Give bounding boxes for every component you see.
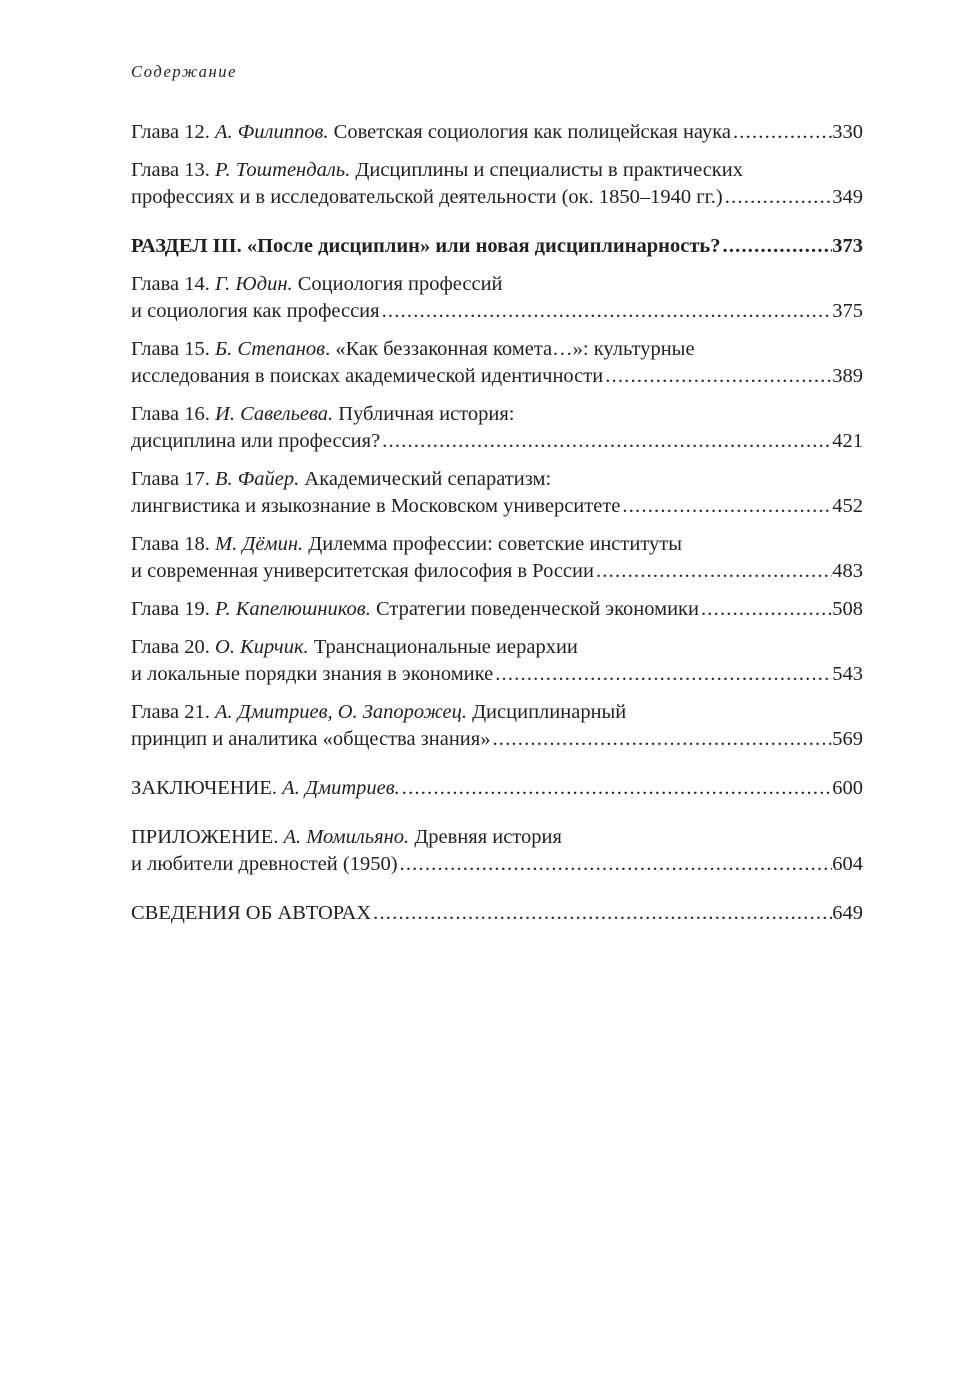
- chapter-title: Стратегии поведенческой экономики: [375, 598, 699, 620]
- chapter-title-line1: Транснациональные иерархии: [313, 636, 578, 658]
- toc-entry-ch20[interactable]: [131, 634, 863, 688]
- page-number: 452: [832, 495, 863, 517]
- dot-leader: [380, 298, 833, 325]
- page-number: 483: [832, 560, 863, 582]
- toc-entry-ch16[interactable]: [131, 401, 863, 455]
- dot-leader: [594, 558, 832, 585]
- chapter-author: Р. Тоштендаль.: [215, 159, 351, 181]
- dot-leader: [723, 184, 833, 211]
- running-head: Содержание: [131, 62, 238, 81]
- chapter-label: Глава 12.: [131, 121, 210, 143]
- chapter-label: Глава 14.: [131, 273, 210, 295]
- chapter-title: профессиях и в исследовательской деятельности (ок. 1850–1940 гг.): [131, 186, 723, 208]
- chapter-title-line1: Дисциплинарный: [472, 701, 627, 723]
- toc-entry-authors[interactable]: [131, 900, 863, 927]
- toc-entry-ch19[interactable]: [131, 596, 863, 623]
- dot-leader: [371, 900, 832, 927]
- dot-leader: [603, 363, 832, 390]
- dot-leader: [699, 596, 832, 623]
- chapter-label: Глава 20.: [131, 636, 210, 658]
- page-number: 373: [832, 235, 863, 257]
- chapter-label: Глава 21.: [131, 701, 210, 723]
- chapter-author: Б. Степанов: [215, 338, 326, 360]
- chapter-label: Глава 13.: [131, 159, 210, 181]
- chapter-label: Глава 18.: [131, 533, 210, 555]
- chapter-label: Глава 19.: [131, 598, 210, 620]
- toc-entry-ch13[interactable]: [131, 157, 863, 211]
- page-number: 569: [832, 728, 863, 750]
- toc-entry-ch14[interactable]: [131, 271, 863, 325]
- chapter-title: исследования в поисках академической идентичности: [131, 365, 604, 387]
- chapter-label: Глава 16.: [131, 403, 210, 425]
- dot-leader: [721, 233, 833, 260]
- dot-leader: [400, 775, 833, 802]
- chapter-label: Глава 15.: [131, 338, 210, 360]
- chapter-title-line1: Древняя история: [414, 826, 562, 848]
- dot-leader: [731, 119, 832, 146]
- chapter-title-line1: Дилемма профессии: советские институты: [308, 533, 683, 555]
- chapter-title-line1: Социология профессий: [297, 273, 503, 295]
- toc-entry-conclusion[interactable]: [131, 775, 863, 802]
- chapter-title: и любители древностей (1950): [131, 853, 398, 875]
- chapter-label: ПРИЛОЖЕНИЕ.: [131, 826, 279, 848]
- dot-leader: [490, 726, 832, 753]
- chapter-title: и современная университетская философия в России: [131, 560, 594, 582]
- chapter-author: В. Файер.: [215, 468, 300, 490]
- dot-leader: [620, 493, 832, 520]
- chapter-author: А. Филиппов.: [215, 121, 329, 143]
- chapter-author: О. Кирчик.: [215, 636, 309, 658]
- chapter-title-line1: Дисциплины и специалисты в практических: [355, 159, 743, 181]
- toc-entry-appendix[interactable]: [131, 824, 863, 878]
- chapter-author: А. Момильяно.: [283, 826, 410, 848]
- dot-leader: [493, 661, 832, 688]
- dot-leader: [398, 851, 833, 878]
- page-number: 330: [832, 121, 863, 143]
- chapter-author: А. Дмитриев, О. Запорожец.: [215, 701, 467, 723]
- section-title: РАЗДЕЛ III. «После дисциплин» или новая дисциплинарность?: [131, 235, 721, 257]
- toc-entry-ch17[interactable]: [131, 466, 863, 520]
- chapter-title: дисциплина или профессия?: [131, 430, 381, 452]
- chapter-label: ЗАКЛЮЧЕНИЕ.: [131, 777, 278, 799]
- page-number: 508: [832, 598, 863, 620]
- page-number: 600: [832, 777, 863, 799]
- page-number: 604: [832, 853, 863, 875]
- chapter-title: Советская социология как полицейская наука: [333, 121, 731, 143]
- table-of-contents: [131, 119, 863, 927]
- chapter-author: А. Дмитриев.: [282, 777, 400, 799]
- page-number: 389: [832, 365, 863, 387]
- page-number: 543: [832, 663, 863, 685]
- toc-entry-ch21[interactable]: [131, 699, 863, 753]
- chapter-title: принцип и аналитика «общества знания»: [131, 728, 491, 750]
- toc-section-3[interactable]: [131, 233, 863, 260]
- toc-entry-ch12[interactable]: [131, 119, 863, 146]
- chapter-author: Г. Юдин.: [215, 273, 293, 295]
- toc-entry-ch18[interactable]: [131, 531, 863, 585]
- toc-entry-ch15[interactable]: [131, 336, 863, 390]
- page-number: 421: [832, 430, 863, 452]
- chapter-title: лингвистика и языкознание в Московском университете: [131, 495, 621, 517]
- page-number: 349: [832, 186, 863, 208]
- page-number: 375: [832, 300, 863, 322]
- chapter-title-line1: . «Как беззаконная комета…»: культурные: [325, 338, 695, 360]
- chapter-author: М. Дёмин.: [215, 533, 304, 555]
- chapter-title-line1: Публичная история:: [338, 403, 515, 425]
- chapter-author: И. Савельева.: [215, 403, 334, 425]
- chapter-title-line1: Академический сепаратизм:: [304, 468, 552, 490]
- dot-leader: [380, 428, 832, 455]
- chapter-title: СВЕДЕНИЯ ОБ АВТОРАХ: [131, 902, 372, 924]
- page-number: 649: [832, 902, 863, 924]
- chapter-title: и локальные порядки знания в экономике: [131, 663, 494, 685]
- chapter-title: и социология как профессия: [131, 300, 380, 322]
- chapter-label: Глава 17.: [131, 468, 210, 490]
- chapter-author: Р. Капелюшников.: [215, 598, 371, 620]
